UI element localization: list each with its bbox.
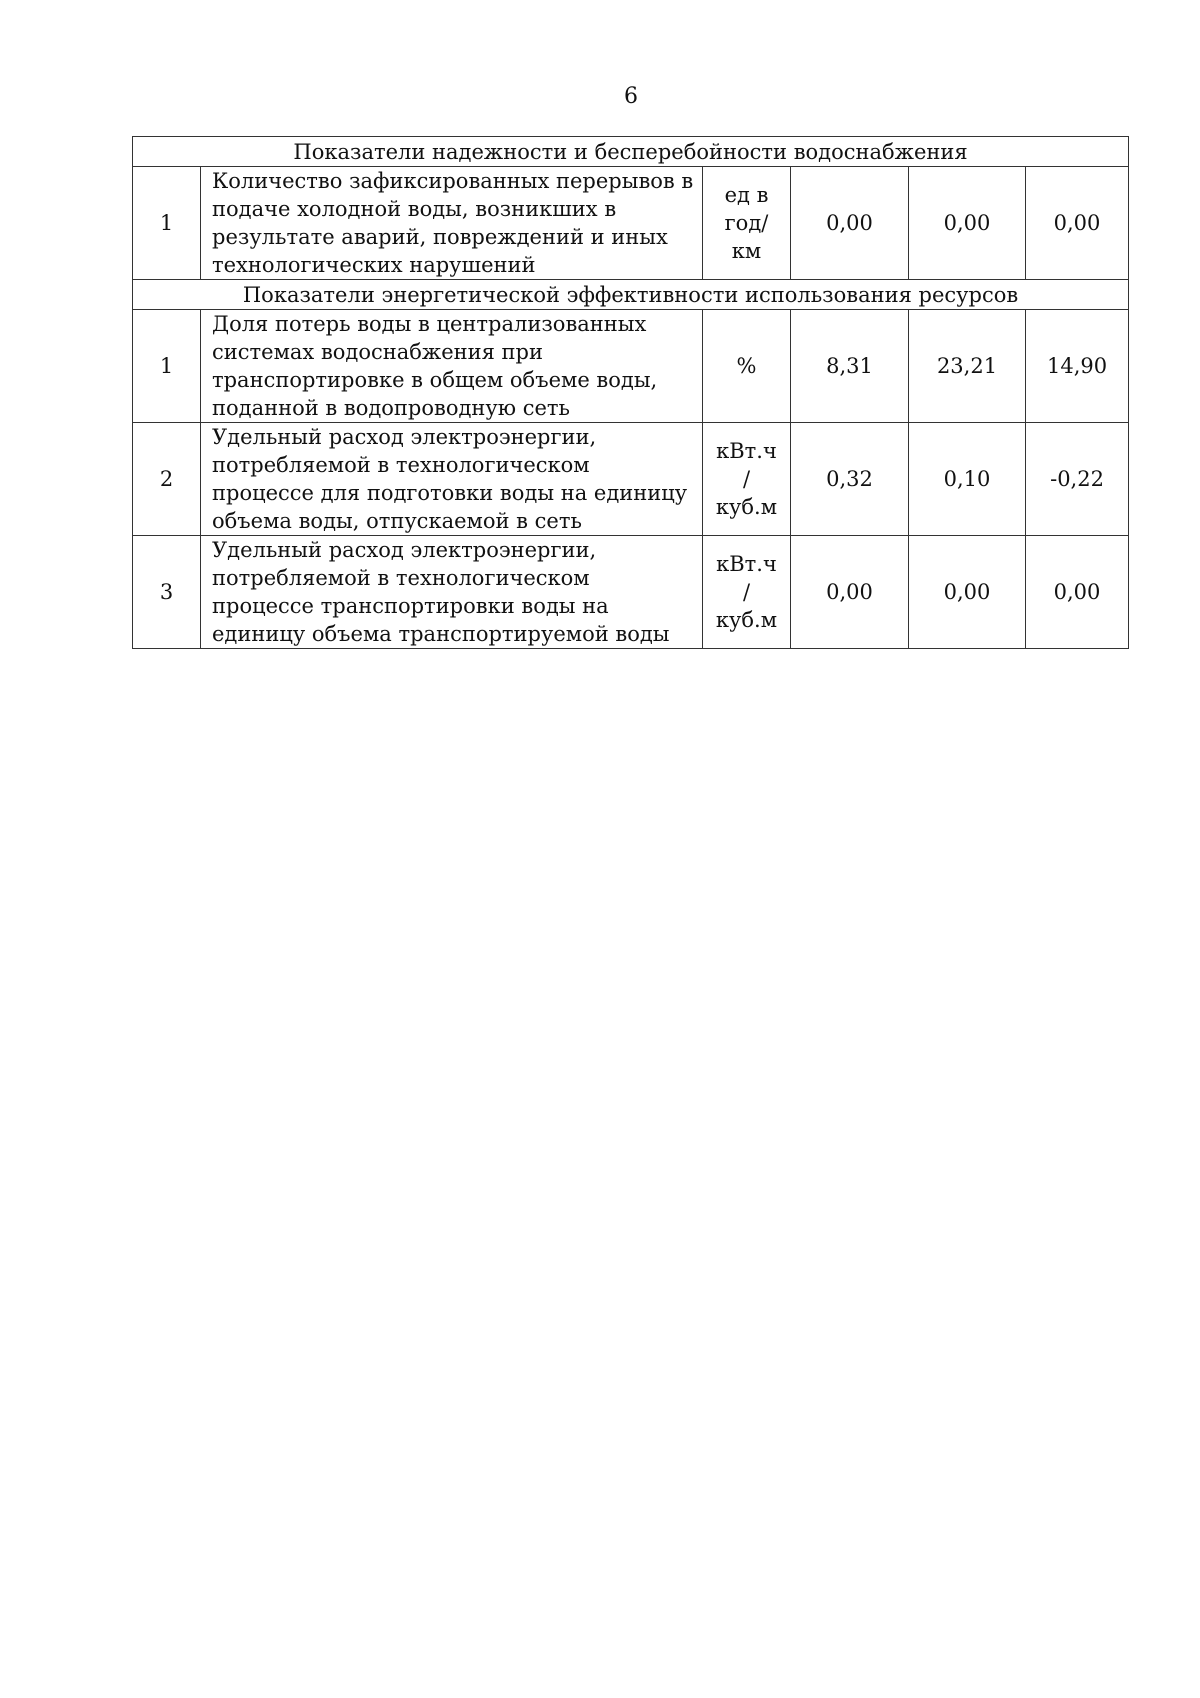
unit-cell bbox=[703, 310, 791, 423]
unit-line: куб.м bbox=[715, 495, 778, 519]
indicator-name: Удельный расход электроэнергии, потребляемой в технологическом процессе для подготовки воды на единицу объема воды, отпускаемой в сеть bbox=[201, 423, 703, 536]
unit-line: год/ bbox=[724, 211, 769, 235]
section-title: Показатели энергетической эффективности использования ресурсов bbox=[133, 280, 1129, 310]
indicator-name: Удельный расход электроэнергии, потребляемой в технологическом процессе транспортировки воды на единицу объема транспортируемой воды bbox=[201, 536, 703, 649]
unit-line: / bbox=[742, 467, 751, 491]
section-title: Показатели надежности и бесперебойности водоснабжения bbox=[133, 137, 1129, 167]
unit-cell bbox=[703, 536, 791, 649]
row-number: 3 bbox=[133, 536, 201, 649]
unit-line: куб.м bbox=[715, 608, 778, 632]
table-row bbox=[133, 310, 1129, 423]
unit-line: км bbox=[731, 239, 762, 263]
row-number: 1 bbox=[133, 310, 201, 423]
value-cell: 8,31 bbox=[791, 310, 909, 423]
value-cell: 0,32 bbox=[791, 423, 909, 536]
section-header-row bbox=[133, 137, 1129, 167]
page-number: 6 bbox=[624, 84, 638, 109]
unit-cell bbox=[703, 167, 791, 280]
table-row bbox=[133, 423, 1129, 536]
row-number: 2 bbox=[133, 423, 201, 536]
value-cell: 0,00 bbox=[791, 167, 909, 280]
section-header-row bbox=[133, 280, 1129, 310]
unit-cell bbox=[703, 423, 791, 536]
value-cell: 0,00 bbox=[1026, 167, 1129, 280]
indicator-name: Количество зафиксированных перерывов в подаче холодной воды, возникших в результате аварий, повреждений и иных технологических нарушений bbox=[201, 167, 703, 280]
indicators-table bbox=[132, 136, 1129, 649]
value-cell: 0,10 bbox=[909, 423, 1026, 536]
value-cell: 14,90 bbox=[1026, 310, 1129, 423]
value-cell: 0,00 bbox=[909, 536, 1026, 649]
value-cell: 0,00 bbox=[1026, 536, 1129, 649]
row-number: 1 bbox=[133, 167, 201, 280]
unit-line: / bbox=[742, 580, 751, 604]
value-cell: -0,22 bbox=[1026, 423, 1129, 536]
value-cell: 0,00 bbox=[909, 167, 1026, 280]
unit-line: кВт.ч bbox=[716, 439, 777, 463]
unit-line: кВт.ч bbox=[716, 552, 777, 576]
table-row bbox=[133, 167, 1129, 280]
table-row bbox=[133, 536, 1129, 649]
value-cell: 23,21 bbox=[909, 310, 1026, 423]
value-cell: 0,00 bbox=[791, 536, 909, 649]
indicator-name: Доля потерь воды в централизованных системах водоснабжения при транспортировке в общем объеме воды, поданной в водопроводную сеть bbox=[201, 310, 703, 423]
unit-line: ед в bbox=[724, 183, 769, 207]
unit-line: % bbox=[736, 354, 757, 378]
